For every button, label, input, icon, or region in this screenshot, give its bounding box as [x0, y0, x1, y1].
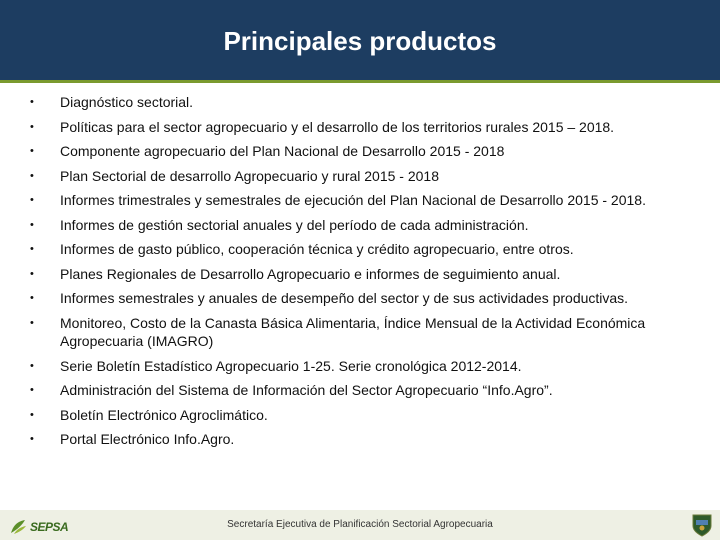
header-accent-line	[0, 80, 720, 83]
bullet-icon: •	[30, 145, 34, 157]
list-item	[24, 93, 694, 112]
list-item	[24, 118, 694, 137]
list-item	[24, 265, 694, 284]
list-item-text: Monitoreo, Costo de la Canasta Básica Alimentaria, Índice Mensual de la Actividad Económica Agropecuaria (IMAGRO)	[60, 314, 646, 349]
bullet-icon: •	[30, 292, 34, 304]
list-item	[24, 381, 694, 400]
footer-text: Secretaría Ejecutiva de Planificación Sectorial Agropecuaria	[227, 519, 493, 530]
bullet-icon: •	[30, 433, 34, 445]
list-item-text: Informes de gasto público, cooperación técnica y crédito agropecuario, entre otros.	[60, 241, 574, 257]
list-item-text: Boletín Electrónico Agroclimático.	[60, 406, 268, 423]
list-item-text: Administración del Sistema de Información del Sector Agropecuario “Info.Agro”.	[60, 382, 553, 398]
slide-content	[24, 93, 694, 455]
list-item	[24, 406, 694, 425]
bullet-icon: •	[30, 384, 34, 396]
list-item	[24, 289, 694, 308]
list-item-text: Componente agropecuario del Plan Nacional de Desarrollo 2015 - 2018	[60, 143, 505, 159]
list-item	[24, 430, 694, 449]
list-item-text: Informes trimestrales y semestrales de ejecución del Plan Nacional de Desarrollo 2015 - 2018.	[60, 192, 646, 208]
list-item-text: Informes semestrales y anuales de desempeño del sector y de sus actividades productivas.	[60, 290, 629, 306]
bullet-icon: •	[30, 169, 34, 182]
bullet-icon: •	[30, 267, 34, 280]
list-item	[24, 357, 694, 376]
list-item	[24, 191, 694, 210]
list-item-text: Políticas para el sector agropecuario y el desarrollo de los territorios rurales 2015 – 2018.	[60, 118, 615, 135]
list-item-text: Informes de gestión sectorial anuales y del período de cada administración.	[60, 216, 529, 233]
list-item-text: Plan Sectorial de desarrollo Agropecuario y rural 2015 - 2018	[60, 167, 440, 184]
list-item	[24, 314, 694, 351]
bullet-icon: •	[30, 243, 34, 255]
slide-header	[0, 0, 720, 80]
list-item	[24, 142, 694, 161]
list-item-text: Portal Electrónico Info.Agro.	[60, 431, 235, 447]
list-item-text: Serie Boletín Estadístico Agropecuario 1-25. Serie cronológica 2012-2014.	[60, 357, 522, 374]
coat-of-arms-icon	[690, 512, 714, 538]
bullet-icon: •	[30, 359, 34, 372]
list-item	[24, 240, 694, 259]
list-item	[24, 216, 694, 235]
slide-title: Principales productos	[223, 25, 497, 56]
bullet-icon: •	[30, 96, 34, 108]
list-item	[24, 167, 694, 186]
bullet-icon: •	[30, 120, 34, 133]
slide-footer	[0, 510, 720, 540]
bullet-icon: •	[30, 218, 34, 231]
products-list	[24, 93, 694, 449]
list-item-text: Planes Regionales de Desarrollo Agropecuario e informes de seguimiento anual.	[60, 265, 561, 282]
list-item-text: Diagnóstico sectorial.	[60, 94, 194, 110]
sepsa-logo-text: SEPSA	[30, 520, 69, 534]
bullet-icon: •	[30, 316, 34, 329]
bullet-icon: •	[30, 408, 34, 421]
bullet-icon: •	[30, 194, 34, 206]
